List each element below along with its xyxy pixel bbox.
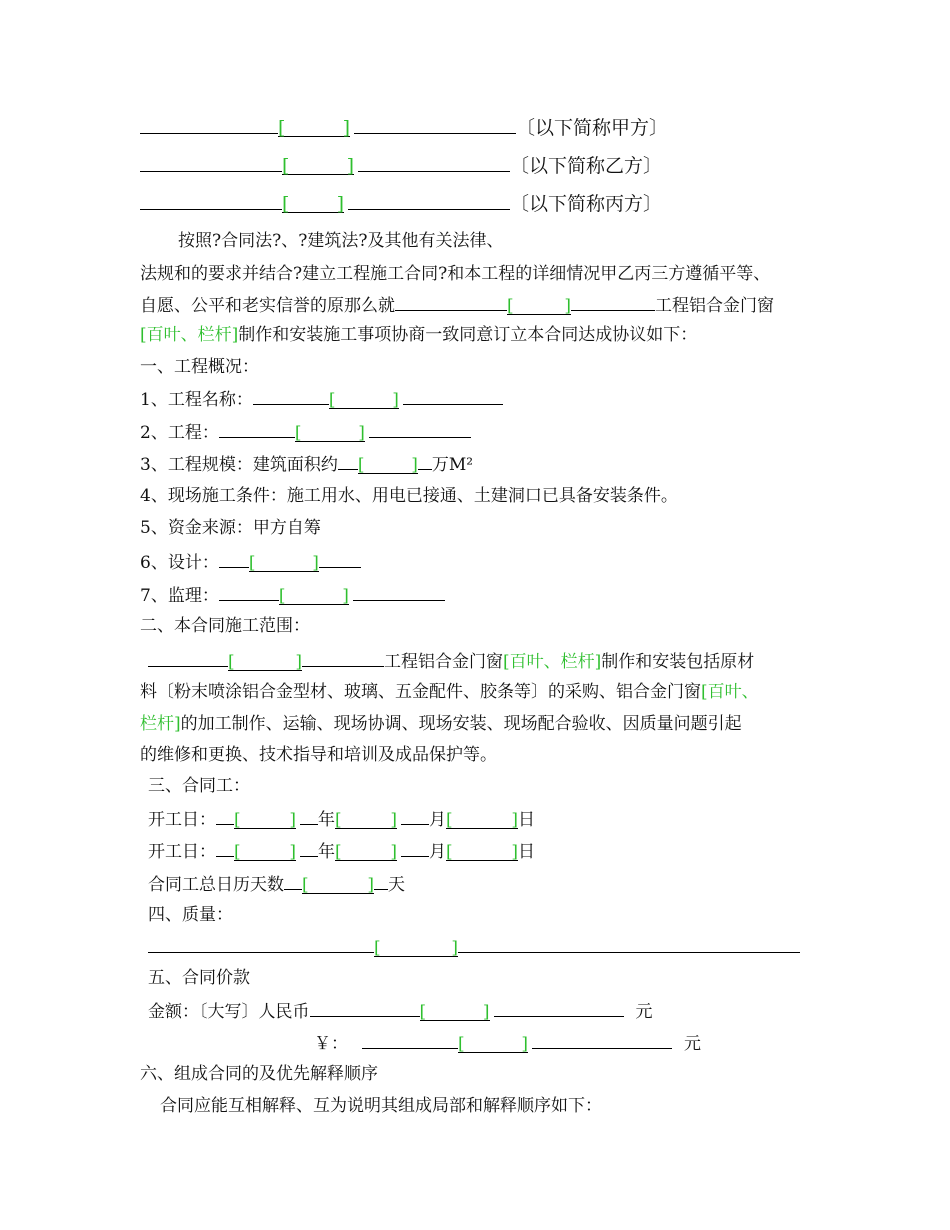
placeholder-field[interactable]: [ ]	[374, 938, 458, 958]
party-suffix: 〔以下简称甲方〕	[516, 117, 669, 139]
blank-field[interactable]	[219, 549, 249, 568]
scope-line-4: 的维修和更换、技术指导和培训及成品保护等。	[140, 745, 497, 765]
month-field[interactable]: [ ]	[335, 842, 397, 862]
month-field[interactable]: [ ]	[335, 810, 397, 830]
blank-field[interactable]	[374, 871, 388, 890]
blank-field[interactable]	[216, 838, 234, 857]
party-line-yi	[140, 153, 662, 178]
blank-field[interactable]	[358, 153, 510, 172]
section6-title: 六、组成合同的及优先解释顺序	[140, 1064, 378, 1084]
scope-line-1: [ ] 工程铝合金门窗[百叶、栏杆]制作和安装包括原材	[148, 648, 754, 674]
placeholder-field[interactable]: [ ]	[282, 155, 354, 177]
blank-field[interactable]	[140, 153, 282, 172]
year-field[interactable]: [ ]	[234, 842, 296, 862]
amount-words-row: 金额：〔大写〕人民币 [ ] 元	[148, 998, 653, 1024]
party-line-jia	[140, 115, 668, 140]
blank-field[interactable]	[253, 386, 329, 405]
blank-field[interactable]	[148, 934, 374, 953]
year-field[interactable]: [ ]	[234, 810, 296, 830]
blank-field[interactable]	[353, 582, 445, 601]
placeholder-field[interactable]: [ ]	[278, 117, 350, 139]
blank-field[interactable]	[369, 419, 471, 438]
placeholder-field[interactable]: [ ]	[419, 1002, 490, 1022]
blank-field[interactable]	[319, 549, 361, 568]
total-days-row: 合同工总日历天数 [ ] 天	[148, 871, 405, 897]
placeholder-field[interactable]: [ ]	[507, 296, 571, 316]
design-row: 6、设计： [ ]	[140, 549, 361, 575]
project-name-row: 1、工程名称： [ ]	[140, 386, 503, 412]
blank-field[interactable]	[219, 419, 295, 438]
funding-source: 5、资金来源：甲方自筹	[140, 518, 321, 538]
section5-title: 五、合同价款	[148, 968, 250, 988]
start-date-row: 开工日： [ ] 年[ ] 月[ ]日	[148, 806, 535, 832]
blank-field[interactable]	[494, 998, 624, 1017]
intro-line-4: [百叶、栏杆]制作和安装施工事项协商一致同意订立本合同达成协议如下：	[140, 325, 698, 345]
placeholder-field[interactable]: [ ]	[278, 586, 349, 606]
intro-line-1: 按照?合同法?、?建筑法?及其他有关法律、	[178, 231, 504, 251]
blank-field[interactable]	[532, 1030, 672, 1049]
blank-field[interactable]	[354, 115, 516, 134]
placeholder-field[interactable]: [ ]	[228, 652, 302, 672]
days-field[interactable]: [ ]	[302, 875, 374, 895]
placeholder-field[interactable]: [ ]	[294, 423, 365, 443]
supervision-row: 7、监理： [ ]	[140, 582, 445, 608]
blank-field[interactable]	[338, 451, 358, 470]
party-suffix: 〔以下简称丙方〕	[510, 193, 663, 215]
placeholder-field[interactable]: [ ]	[357, 455, 418, 475]
placeholder-field[interactable]: [ ]	[328, 390, 399, 410]
section2-title: 二、本合同施工范围：	[140, 616, 310, 636]
blank-field[interactable]	[302, 648, 384, 667]
project-scale-row: 3、工程规模：建筑面积约 [ ] 万M²	[140, 451, 473, 477]
project-row: 2、工程： [ ]	[140, 419, 471, 445]
blank-field[interactable]	[401, 806, 429, 825]
section1-title: 一、工程概况：	[140, 357, 259, 377]
amount-yen-row: ￥： [ ] 元	[314, 1030, 701, 1056]
quality-row	[148, 934, 800, 960]
blank-field[interactable]	[300, 838, 318, 857]
blank-field[interactable]	[140, 115, 278, 134]
day-field[interactable]: [ ]	[446, 842, 518, 862]
section6-paragraph: 合同应能互相解释、互为说明其组成局部和解释顺序如下：	[160, 1096, 602, 1116]
party-line-bing	[140, 191, 662, 216]
scope-line-3: 栏杆]的加工制作、运输、现场协调、现场安装、现场配合验收、因质量问题引起	[140, 714, 742, 734]
blank-field[interactable]	[403, 386, 503, 405]
site-conditions: 4、现场施工条件：施工用水、用电已接通、土建洞口已具备安装条件。	[140, 486, 678, 506]
blank-field[interactable]	[348, 191, 510, 210]
blank-field[interactable]	[310, 998, 420, 1017]
placeholder-field[interactable]: [ ]	[248, 553, 319, 573]
blank-field[interactable]	[148, 648, 228, 667]
section4-title: 四、质量：	[148, 905, 233, 925]
party-suffix: 〔以下简称乙方〕	[510, 155, 663, 177]
blank-field[interactable]	[284, 871, 302, 890]
blank-field[interactable]	[140, 191, 282, 210]
blank-field[interactable]	[571, 292, 655, 311]
placeholder-field[interactable]: [ ]	[282, 193, 344, 215]
intro-line-3: 自愿、公平和老实信誉的原那么就 [ ] 工程铝合金门窗	[140, 292, 774, 318]
blank-field[interactable]	[418, 451, 432, 470]
placeholder-field[interactable]: [ ]	[458, 1034, 528, 1054]
end-date-row: 开工日： [ ] 年[ ] 月[ ]日	[148, 838, 535, 864]
day-field[interactable]: [ ]	[446, 810, 518, 830]
blank-field[interactable]	[395, 292, 507, 311]
blank-field[interactable]	[401, 838, 429, 857]
blank-field[interactable]	[219, 582, 279, 601]
blank-field[interactable]	[300, 806, 318, 825]
scope-line-2: 料〔粉末喷涂铝合金型材、玻璃、五金配件、胶条等〕的采购、铝合金门窗[百叶、	[140, 682, 759, 702]
blank-field[interactable]	[362, 1030, 458, 1049]
blank-field[interactable]	[458, 934, 800, 953]
intro-line-2: 法规和的要求并结合?建立工程施工合同?和本工程的详细情况甲乙丙三方遵循平等、	[140, 264, 771, 284]
blank-field[interactable]	[216, 806, 234, 825]
section3-title: 三、合同工：	[148, 776, 250, 796]
